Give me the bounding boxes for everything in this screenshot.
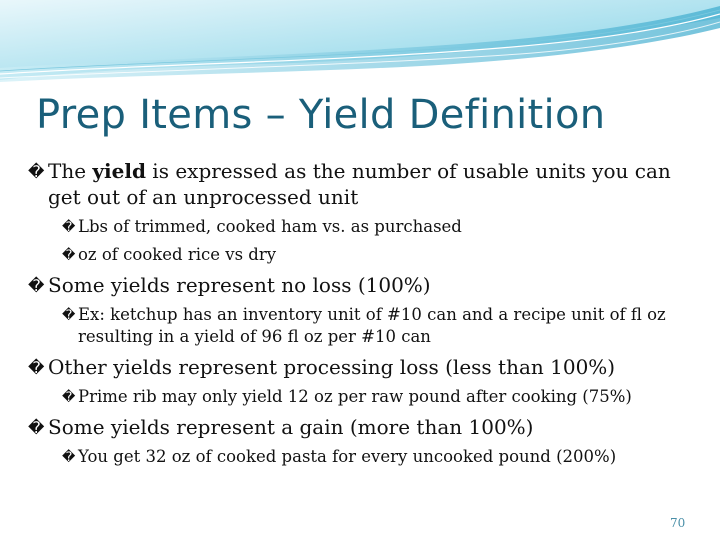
subbullet-prime-rib xyxy=(62,386,708,408)
subbullet-text: Ex: ketchup has an inventory unit of #10 can and a recipe unit of fl oz resulting in a yield of 96 fl oz per #10 can xyxy=(78,305,666,346)
subbullet-pasta xyxy=(62,446,708,468)
page-number: 70 xyxy=(670,516,686,530)
subbullet-ham xyxy=(62,216,708,238)
slide-content xyxy=(28,158,708,474)
bullet-yield-definition xyxy=(28,158,708,210)
header-wave-banner xyxy=(0,0,720,90)
bullet-text: Some yields represent a gain (more than 100%) xyxy=(48,415,534,439)
bullet-text-pre: The xyxy=(48,159,93,183)
bullet-gain xyxy=(28,414,708,440)
bullet-text: Other yields represent processing loss (less than 100%) xyxy=(48,355,616,379)
bullet-marker-icon: � xyxy=(62,450,76,465)
bullet-marker-icon: � xyxy=(62,248,76,263)
subbullet-text: oz of cooked rice vs dry xyxy=(78,245,277,264)
bullet-processing-loss xyxy=(28,354,708,380)
bullet-marker-icon: � xyxy=(28,418,45,437)
subbullet-ketchup xyxy=(62,304,708,348)
bullet-marker-icon: � xyxy=(28,276,45,295)
bullet-marker-icon: � xyxy=(62,390,76,405)
bullet-no-loss xyxy=(28,272,708,298)
bullet-text: Some yields represent no loss (100%) xyxy=(48,273,431,297)
bullet-marker-icon: � xyxy=(62,220,76,235)
bullet-marker-icon: � xyxy=(62,308,76,323)
slide-title: Prep Items – Yield Definition xyxy=(36,92,606,138)
subbullet-text: Prime rib may only yield 12 oz per raw pound after cooking (75%) xyxy=(78,387,632,406)
subbullet-text: You get 32 oz of cooked pasta for every uncooked pound (200%) xyxy=(78,447,617,466)
subbullet-rice xyxy=(62,244,708,266)
bullet-marker-icon: � xyxy=(28,162,45,181)
subbullet-text: Lbs of trimmed, cooked ham vs. as purchased xyxy=(78,217,462,236)
bullet-text-bold: yield xyxy=(92,159,146,183)
bullet-text-post: is expressed as the number of usable units you can get out of an unprocessed unit xyxy=(48,159,671,209)
bullet-marker-icon: � xyxy=(28,358,45,377)
